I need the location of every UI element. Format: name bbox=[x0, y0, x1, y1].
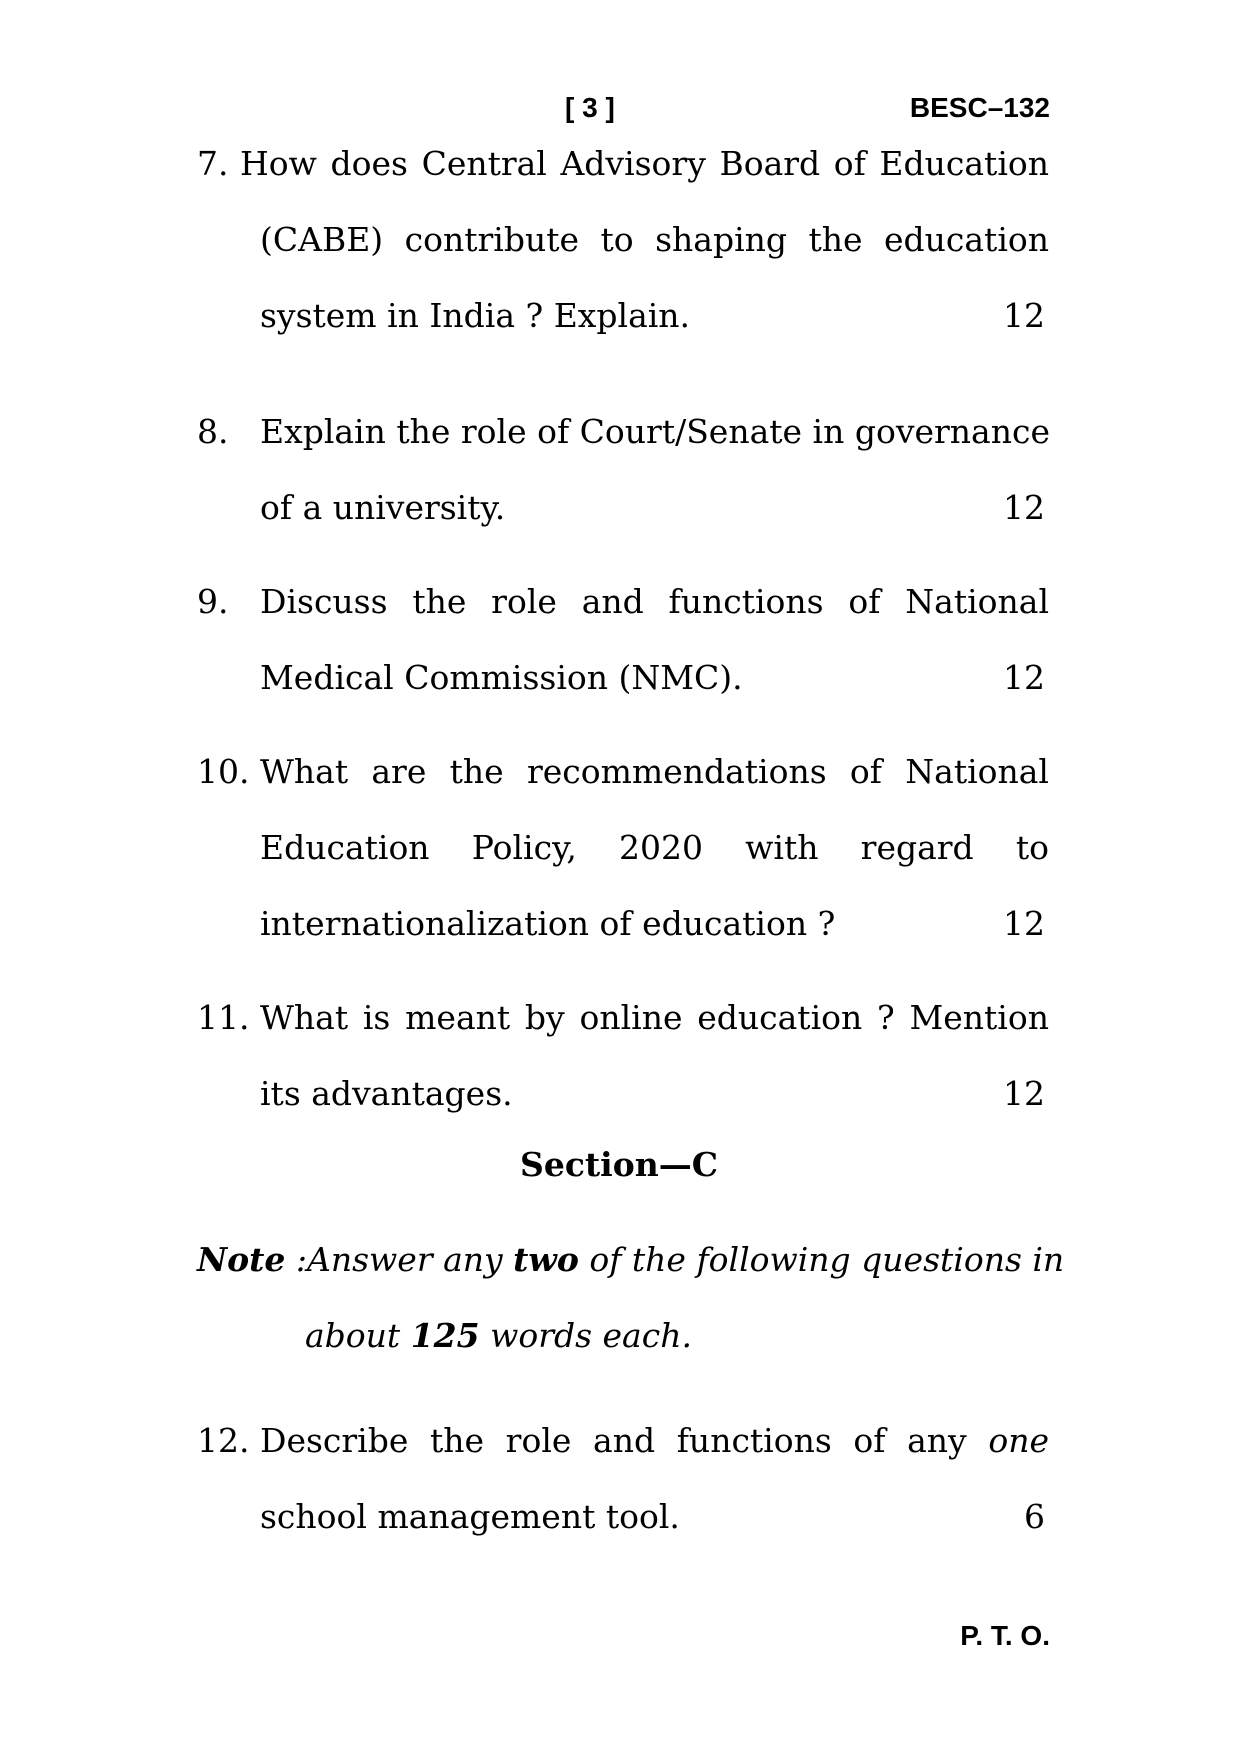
section-title: Section—C bbox=[520, 1145, 718, 1184]
question-text-line: What are the recommendations of National bbox=[260, 752, 1049, 791]
note-text: :Answer any bbox=[295, 1240, 503, 1279]
question-text-line: (CABE) contribute to shaping the education bbox=[260, 220, 1049, 259]
note-label: Note bbox=[197, 1240, 286, 1279]
note-line-1 bbox=[197, 1222, 1065, 1298]
question-12 bbox=[197, 1403, 1049, 1555]
question-last-line bbox=[260, 278, 1049, 354]
question-text-line: its advantages. bbox=[260, 1074, 513, 1113]
note-emphasis: two bbox=[513, 1240, 579, 1279]
question-8 bbox=[197, 394, 1049, 546]
question-last-line bbox=[260, 1479, 1049, 1555]
question-last-line bbox=[260, 1056, 1049, 1132]
question-marks: 12 bbox=[1003, 658, 1045, 697]
note-emphasis: 125 bbox=[410, 1316, 480, 1355]
question-number: 12. bbox=[197, 1421, 250, 1460]
note-text: about bbox=[305, 1316, 401, 1355]
question-emphasis: one bbox=[988, 1421, 1050, 1460]
pto-label: P. T. O. bbox=[960, 1620, 1050, 1651]
question-text-line: Discuss the role and functions of National bbox=[260, 582, 1049, 621]
question-number: 7. bbox=[197, 144, 229, 183]
page-number: [ 3 ] bbox=[565, 92, 615, 123]
question-number: 10. bbox=[197, 752, 250, 791]
question-text-line: Education Policy, 2020 with regard to bbox=[260, 828, 1049, 867]
question-marks: 6 bbox=[1024, 1497, 1045, 1536]
question-last-line bbox=[260, 886, 1049, 962]
question-text: Describe the role and functions of any bbox=[260, 1421, 967, 1460]
question-text-line: Medical Commission (NMC). bbox=[260, 658, 743, 697]
question-9 bbox=[197, 564, 1049, 716]
question-text-line: How does Central Advisory Board of Education bbox=[240, 144, 1049, 183]
question-text-line: school management tool. bbox=[260, 1497, 680, 1536]
question-marks: 12 bbox=[1003, 296, 1045, 335]
question-7 bbox=[197, 126, 1049, 354]
question-marks: 12 bbox=[1003, 904, 1045, 943]
question-text-line: Explain the role of Court/Senate in governance bbox=[260, 412, 1050, 451]
note-line-2 bbox=[197, 1298, 1049, 1374]
paper-code: BESC–132 bbox=[909, 92, 1050, 123]
question-11 bbox=[197, 980, 1049, 1132]
question-marks: 12 bbox=[1003, 488, 1045, 527]
question-text-line: internationalization of education ? bbox=[260, 904, 836, 943]
question-number: 11. bbox=[197, 998, 250, 1037]
question-last-line bbox=[260, 470, 1049, 546]
question-number: 9. bbox=[197, 582, 229, 621]
question-10 bbox=[197, 734, 1049, 962]
question-text-line: system in India ? Explain. bbox=[260, 296, 691, 335]
question-text-line bbox=[260, 1403, 1049, 1479]
question-last-line bbox=[260, 640, 1049, 716]
question-text-line: What is meant by online education ? Mention bbox=[260, 998, 1049, 1037]
note-text: words each. bbox=[490, 1316, 692, 1355]
question-marks: 12 bbox=[1003, 1074, 1045, 1113]
section-note bbox=[197, 1222, 1065, 1374]
question-number: 8. bbox=[197, 412, 229, 451]
note-text: of the following questions in bbox=[589, 1240, 1065, 1279]
question-text-line: of a university. bbox=[260, 488, 506, 527]
